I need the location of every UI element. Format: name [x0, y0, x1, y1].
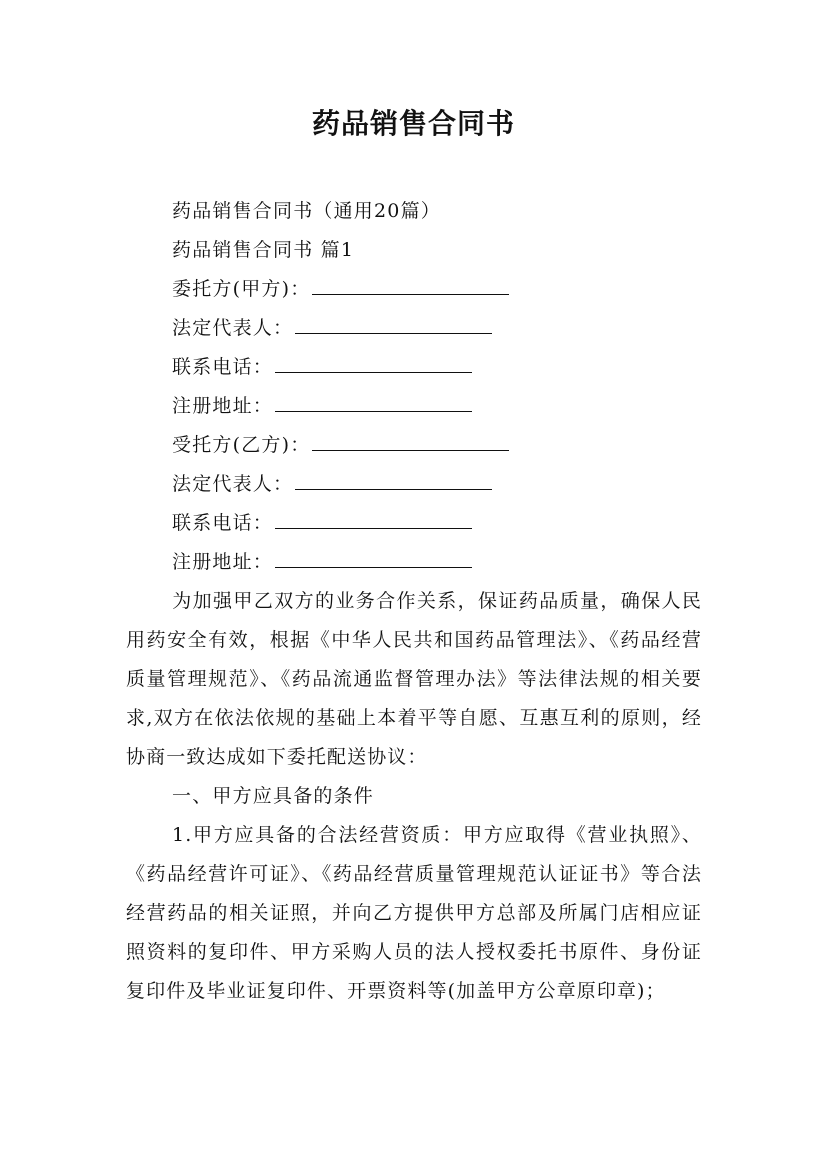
party-b-address-blank: [275, 549, 472, 568]
party-b-principal-line: [172, 431, 509, 459]
party-b-phone-label: 联系电话：: [172, 512, 274, 534]
party-a-principal-label: 委托方(甲方)：: [172, 278, 311, 300]
party-b-phone-blank: [275, 510, 472, 529]
party-a-address-label: 注册地址：: [172, 395, 274, 417]
intro-paragraph: [126, 582, 702, 777]
party-b-legal-rep-blank: [295, 471, 492, 490]
clause-heading: 一、甲方应具备的条件: [172, 785, 375, 807]
party-a-legal-rep-blank: [295, 315, 492, 334]
party-a-principal-line: [172, 275, 509, 303]
party-b-legal-rep-line: [172, 470, 492, 498]
clause-1-text: 1.甲方应具备的合法经营资质：甲方应取得《营业执照》、《药品经营许可证》、《药品经营质量管理规范认证证书》等合法经营药品的相关证照，并向乙方提供甲方总部及所属门店相应证照资料的复印件、甲方采购人员的法人授权委托书原件、身份证复印件及毕业证复印件、开票资料等(加盖甲方公章原印章)；: [126, 824, 702, 1002]
party-b-address-line: [172, 548, 472, 576]
document-subtitle: 药品销售合同书（通用20篇）: [172, 200, 441, 222]
party-a-address-line: [172, 392, 472, 420]
section-heading: 药品销售合同书 篇1: [172, 239, 355, 261]
party-b-address-label: 注册地址：: [172, 551, 274, 573]
party-b-legal-rep-label: 法定代表人：: [172, 473, 294, 495]
party-a-legal-rep-label: 法定代表人：: [172, 317, 294, 339]
party-a-phone-line: [172, 353, 472, 381]
party-b-principal-blank: [312, 432, 509, 451]
party-b-principal-label: 受托方(乙方)：: [172, 434, 311, 456]
document-title: 药品销售合同书: [311, 107, 515, 140]
party-a-phone-blank: [275, 354, 472, 373]
party-b-phone-line: [172, 509, 472, 537]
intro-paragraph-text: 为加强甲乙双方的业务合作关系，保证药品质量，确保人民用药安全有效，根据《中华人民共和国药品管理法》、《药品经营质量管理规范》、《药品流通监督管理办法》等法律法规的相关要求,双方在依法依规的基础上本着平等自愿、互惠互利的原则，经协商一致达成如下委托配送协议：: [126, 590, 702, 768]
clause-1-paragraph: [126, 816, 702, 1011]
party-a-legal-rep-line: [172, 314, 492, 342]
party-a-address-blank: [275, 393, 472, 412]
party-a-phone-label: 联系电话：: [172, 356, 274, 378]
party-a-principal-blank: [312, 276, 509, 295]
